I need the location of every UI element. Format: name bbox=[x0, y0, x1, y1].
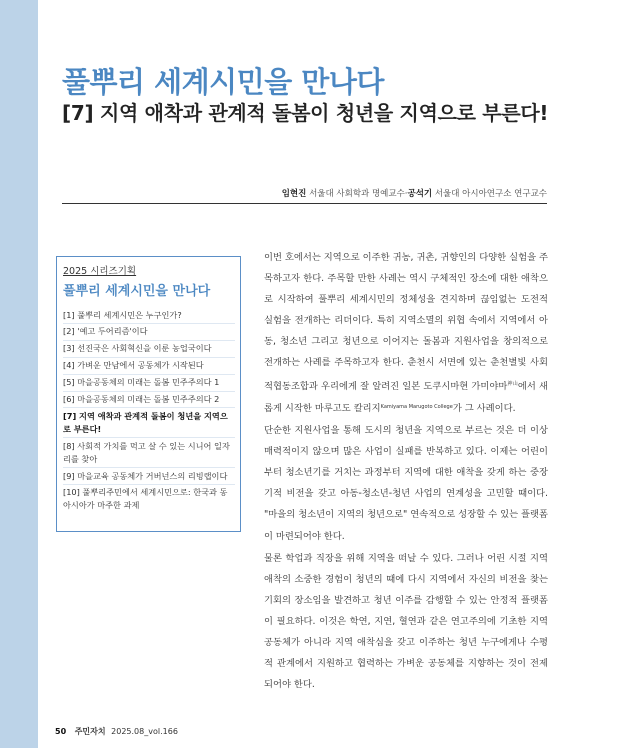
issue-info: 2025.08_vol.166 bbox=[111, 727, 178, 736]
english-annotation: Kamiyama Marugoto College bbox=[380, 403, 453, 410]
series-label: 2025 시리즈기획 bbox=[63, 266, 137, 277]
series-box-title: 풀뿌리 세계시민을 만나다 bbox=[63, 284, 211, 299]
series-item: [9] 마을교육 공동체가 거버넌스의 리빙랩이다 bbox=[63, 468, 235, 485]
page-footer bbox=[55, 726, 178, 737]
series-list bbox=[63, 307, 235, 514]
p1-text-b: 에서 새롭게 시작한 마루고도 칼리지 bbox=[264, 380, 548, 414]
series-item: [3] 선진국은 사회혁신을 이룬 농업국이다 bbox=[63, 341, 235, 358]
author2-title: 서울대 아시아연구소 연구교수 bbox=[434, 189, 547, 199]
series-item: [6] 마을공동체의 미래는 돌봄 민주주의다 2 bbox=[63, 392, 235, 409]
series-item-current: [7] 지역 애착과 관계적 돌봄이 청년을 지역으로 부른다! bbox=[63, 408, 235, 438]
series-item: [2] '예고 두어리즘'이다 bbox=[63, 324, 235, 341]
paragraph-2: 단순한 지원사업을 통해 도시의 청년을 지역으로 부르는 것은 더 이상 매력적이지 않으며 많은 사업이 실패를 반복하고 있다. 이제는 어린이부터 청소년기를 거치는 과정부터 지역에 대한 애착을 갖게 하는 중장기적 비전을 갖고 아동-청소년-청년 사업의 연계성을 고민할 때이다. "마을의 청소년이 지역의 청년으로" 연속적으로 성장할 수 있는 플랫폼이 마련되어야 한다. bbox=[264, 425, 548, 542]
kanji-annotation: 神山 bbox=[507, 380, 518, 387]
series-item: [10] 풀뿌리주민에서 세계시민으로: 한국과 동아시아가 마주한 과제 bbox=[63, 487, 228, 511]
author2-name: 공석기 bbox=[407, 189, 433, 199]
paragraph-3: 물론 학업과 직장을 위해 지역을 떠날 수 있다. 그러나 어린 시절 지역 애착의 소중한 경험이 청년의 때에 다시 지역에서 자신의 비전을 찾는 기회의 장소임을 발견하고 청년 이주를 감행할 수 있는 안정적 플랫폼이 필요하다. 이것은 학연, 지연, 혈연과 같은 연고주의에 기초한 지역공동체가 아니라 지역 애착심을 갖고 이주하는 청년 누구에게나 수평적 관계에서 지원하고 협력하는 가벼운 공동체를 지향하는 것이 전제되어야 한다. bbox=[264, 552, 548, 691]
p1-text-a: 이번 호에서는 지역으로 이주한 귀농, 귀촌, 귀향인의 다양한 실험을 주목하고자 한다. 주목할 만한 사례는 역시 구체적인 장소에 대한 애착으로 시작하여 풀뿌리 세계시민의 정체성을 견지하며 끊임없는 도전적 실험을 전개하는 리더이다. 특히 지역소멸의 위협 속에서 지역에서 아동, 청소년 그리고 청년으로 이어지는 돌봄과 지원사업을 창의적으로 전개하는 사례를 주목하고자 한다. 춘천시 서면에 있는 춘천별빛 사회적협동조합과 우리에게 잘 알려진 일본 도쿠시마현 가미야마 bbox=[264, 252, 548, 392]
author1-name: 임현진 bbox=[281, 189, 307, 199]
author1-title: 서울대 사회학과 명예교수 bbox=[309, 189, 405, 199]
author-separator: · bbox=[404, 189, 408, 199]
paragraph-1 bbox=[264, 247, 548, 419]
series-item: [1] 풀뿌리 세계시민은 누구인가? bbox=[63, 307, 235, 324]
author-line bbox=[282, 187, 547, 199]
series-title: 풀뿌리 세계시민을 만나다 bbox=[62, 65, 384, 99]
series-item: [4] 가벼운 만남에서 공동체가 시작된다 bbox=[63, 358, 235, 375]
article-body bbox=[264, 247, 548, 697]
article-subtitle: [7] 지역 애착과 관계적 돌봄이 청년을 지역으로 부른다! bbox=[62, 101, 549, 125]
page-number: 50 bbox=[55, 727, 67, 736]
series-index-box bbox=[56, 256, 241, 532]
header-divider bbox=[62, 203, 547, 204]
publication-name: 주민자치 bbox=[74, 727, 106, 736]
series-item: [8] 사회적 가치를 먹고 살 수 있는 시니어 일자리를 찾아 bbox=[63, 438, 235, 468]
series-item: [5] 마을공동체의 미래는 돌봄 민주주의다 1 bbox=[63, 375, 235, 392]
p1-text-c: 가 그 사례이다. bbox=[452, 402, 516, 414]
left-decorative-band bbox=[0, 0, 38, 748]
